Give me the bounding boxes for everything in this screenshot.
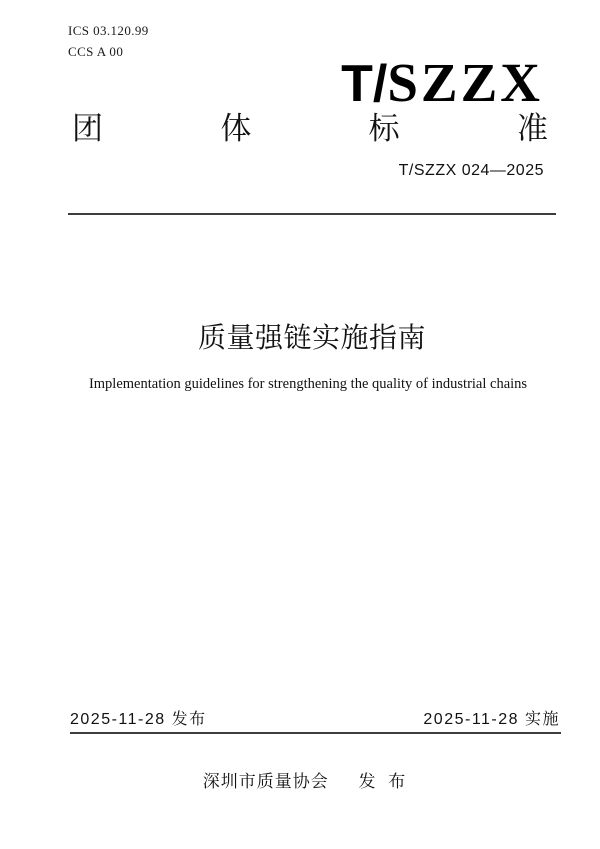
document-title-en: Implementation guidelines for strengthening the quality of industrial chains [88, 376, 528, 392]
release-date: 2025-11-28 发布 [70, 711, 207, 728]
classification-codes [68, 20, 149, 62]
publisher-name: 深圳市质量协会 [202, 772, 329, 791]
document-title-cn: 质量强链实施指南 [197, 322, 426, 353]
publisher-row [0, 769, 600, 795]
logo-prefix: T/ [341, 55, 388, 113]
standard-type-char: 体 [220, 111, 252, 146]
standard-type-char: 团 [72, 111, 103, 146]
publish-action-label: 发 布 [358, 772, 410, 791]
standard-type-char: 准 [516, 111, 548, 146]
ics-code: ICS 03.120.99 [68, 23, 149, 38]
logo-body: SZZX [387, 52, 543, 113]
ccs-code: CCS A 00 [68, 44, 124, 59]
standard-type-char: 标 [368, 111, 400, 146]
footer-divider-line [70, 732, 561, 734]
header-divider-line [68, 213, 556, 215]
standard-type-heading [72, 111, 548, 147]
standard-number: T/SZZX 024—2025 [398, 162, 544, 179]
dates-row [70, 708, 560, 732]
implement-date: 2025-11-28 实施 [423, 711, 560, 728]
